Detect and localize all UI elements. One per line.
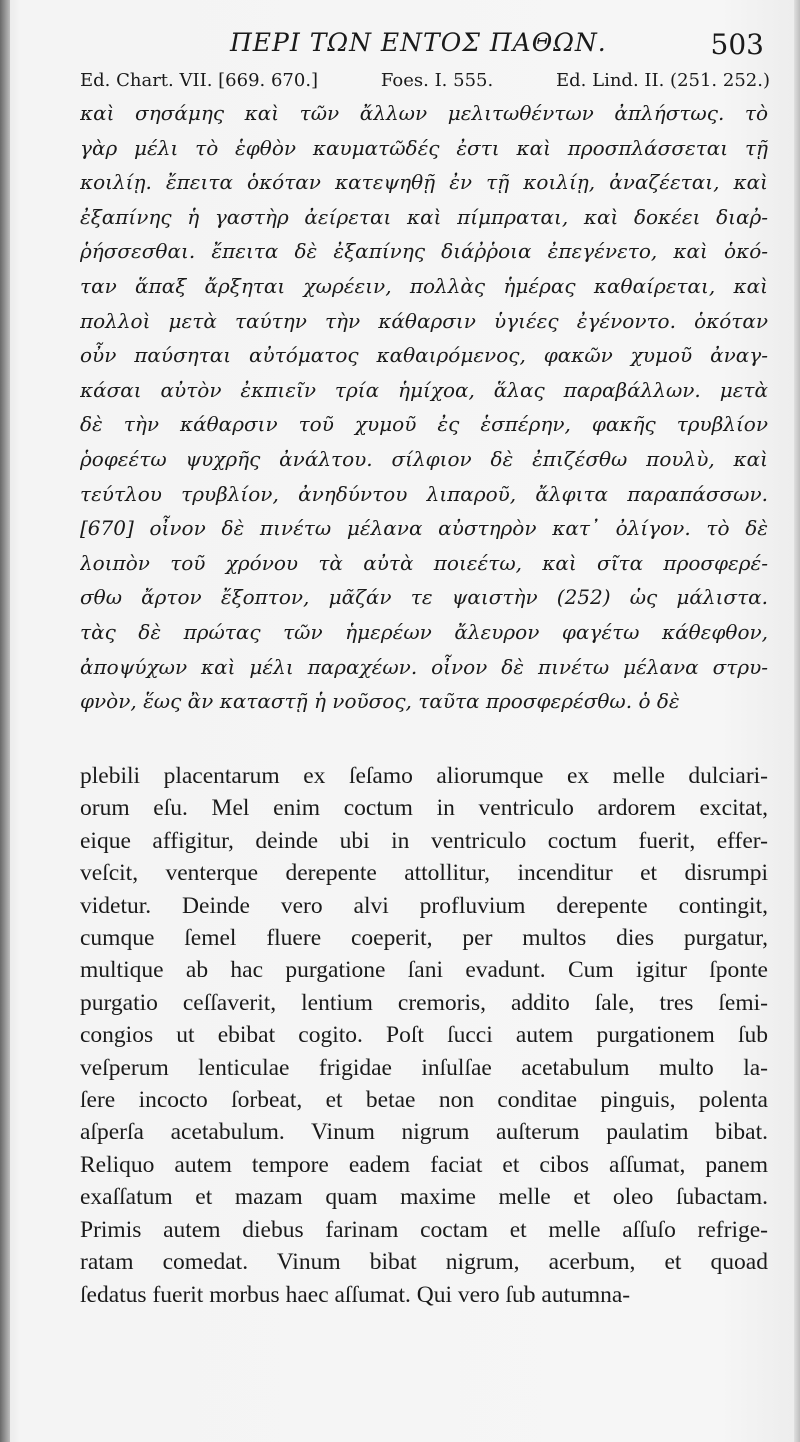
edition-reference-line: [80, 70, 770, 91]
page-number: 503: [710, 28, 764, 61]
greek-text-line: καὶ σησάμης καὶ τῶν ἄλλων μελιτωθέντων ἀπλήστως. τὸ: [80, 101, 768, 125]
greek-text-line: τεύτλου τρυβλίον, ἀνηδύντου λιπαροῦ, ἄλφιτα παραπάσσων.: [80, 481, 768, 506]
latin-text-line: congios ut ebibat cogito. Poſt ſucci autem purgationem ſub: [80, 1022, 768, 1049]
edition-linden-ref: Ed. Lind. II. (251. 252.): [556, 70, 770, 91]
greek-text-line: σθω ἄρτον ἔξοπτον, μᾶζάν τε ψαιστὴν (252) ὡς μάλιστα.: [80, 585, 768, 610]
latin-text-line: purgatio ceſſaverit, lentium cremoris, addito ſale, tres ſemi-: [80, 989, 768, 1016]
greek-text-line: ῥοφεέτω ψυχρῆς ἀνάλτου. σίλφιον δὲ ἐπιζέσθω πουλὺ, καὶ: [80, 446, 768, 471]
greek-text-line: ἐξαπίνης ἡ γαστὴρ ἀείρεται καὶ πίμπραται, καὶ δοκέει διαῤ-: [80, 204, 768, 229]
greek-text-line: τὰς δὲ πρώτας τῶν ἡμερέων ἄλευρον φαγέτω κάθεφθον,: [80, 619, 768, 644]
latin-text-line: exaſſatum et mazam quam maxime melle et oleo ſubactam.: [80, 1184, 768, 1211]
edition-foesius-ref: Foes. I. 555.: [380, 70, 494, 91]
latin-text-line: multique ab hac purgatione ſani evadunt. Cum igitur ſponte: [80, 957, 768, 984]
page-header: [80, 28, 770, 68]
latin-text-line: eique affigitur, deinde ubi in ventriculo coctum fuerit, effer-: [80, 827, 768, 854]
latin-text-line: videtur. Deinde vero alvi profluvium derepente contingit,: [80, 892, 768, 919]
latin-text-line: ſere incocto ſorbeat, et betae non conditae pinguis, polenta: [80, 1087, 768, 1114]
latin-text-line: ſedatus fuerit morbus haec aſſumat. Qui vero ſub autumna-: [80, 1281, 631, 1308]
running-title: ΠΕΡΙ ΤΩΝ ΕΝΤΟΣ ΠΑΘΩΝ.: [230, 28, 607, 57]
greek-text-line: πολλοὶ μετὰ ταύτην τὴν κάθαρσιν ὑγιέες ἐγένοντο. ὁκόταν: [80, 308, 768, 333]
latin-text-line: Primis autem diebus farinam coctam et melle aſſuſo refrige-: [80, 1216, 768, 1243]
latin-text-line: ratam comedat. Vinum bibat nigrum, acerbum, et quoad: [80, 1249, 768, 1276]
greek-text-line: κάσαι αὐτὸν ἐκπιεῖν τρία ἡμίχοα, ἅλας παραβάλλων. μετὰ: [80, 377, 768, 402]
page-left-edge-shadow: [0, 0, 10, 1442]
greek-text-block: [80, 96, 768, 719]
latin-text-line: veſperum lenticulae frigidae inſulſae acetabulum multo la-: [80, 1054, 768, 1081]
greek-text-line: ἀποψύχων καὶ μέλι παραχέων. οἶνον δὲ πινέτω μέλανα στρυ-: [80, 654, 768, 679]
greek-text-line: γὰρ μέλι τὸ ἑφθὸν καυματῶδές ἐστι καὶ προσπλάσσεται τῇ: [80, 135, 768, 160]
latin-text-line: cumque ſemel fluere coeperit, per multos dies purgatur,: [80, 925, 768, 952]
latin-text-line: veſcit, venterque derepente attollitur, incenditur et disrumpi: [80, 860, 768, 887]
page-right-edge-shadow: [794, 0, 800, 1442]
latin-text-block: [80, 760, 768, 1311]
greek-text-line: φνὸν, ἕως ἂν καταστῇ ἡ νοῦσος, ταῦτα προσφερέσθω. ὁ δὲ: [80, 689, 680, 714]
latin-text-line: plebili placentarum ex ſeſamo aliorumque ex melle dulciari-: [80, 763, 768, 789]
greek-text-line: οὖν παύσηται αὐτόματος καθαιρόμενος, φακῶν χυμοῦ ἀναγ-: [80, 343, 768, 368]
latin-text-line: aſperſa acetabulum. Vinum nigrum auſterum paulatim bibat.: [80, 1119, 768, 1146]
greek-text-line: δὲ τὴν κάθαρσιν τοῦ χυμοῦ ἐς ἑσπέρην, φακῆς τρυβλίον: [80, 412, 768, 437]
latin-text-line: orum eſu. Mel enim coctum in ventriculo ardorem excitat,: [80, 795, 768, 822]
greek-text-line: ῥήσσεσθαι. ἔπειτα δὲ ἐξαπίνης διάῤῥοια ἐπεγένετο, καὶ ὁκό-: [80, 239, 768, 264]
edition-chartier-ref: Ed. Chart. VII. [669. 670.]: [80, 70, 319, 91]
greek-text-line: ταν ἅπαξ ἄρξηται χωρέειν, πολλὰς ἡμέρας καθαίρεται, καὶ: [80, 273, 768, 298]
greek-text-line: [670] οἶνον δὲ πινέτω μέλανα αὐστηρὸν κατ᾽ ὀλίγον. τὸ δὲ: [80, 516, 768, 541]
greek-text-line: κοιλίῃ. ἔπειτα ὁκόταν κατεψηθῇ ἐν τῇ κοιλίῃ, ἀναζέεται, καὶ: [80, 170, 768, 195]
latin-text-line: Reliquo autem tempore eadem faciat et cibos aſſumat, panem: [80, 1151, 768, 1178]
greek-text-line: λοιπὸν τοῦ χρόνου τὰ αὐτὰ ποιεέτω, καὶ σῖτα προσφερέ-: [80, 550, 768, 575]
